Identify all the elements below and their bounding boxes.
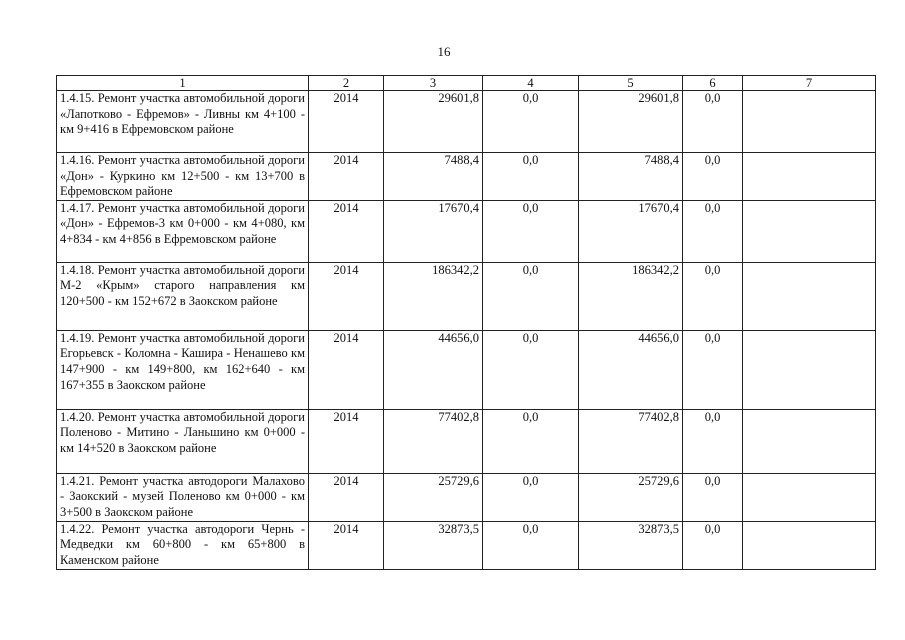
row-col6: 0,0 (683, 262, 743, 330)
row-col7 (743, 521, 876, 569)
row-description: 1.4.22. Ремонт участка автодороги Чернь - Медведки км 60+800 - км 65+800 в Каменском районе (57, 521, 309, 569)
row-col6: 0,0 (683, 330, 743, 409)
column-header-1: 1 (57, 76, 309, 91)
header-row (57, 76, 876, 91)
row-col5: 17670,4 (579, 200, 683, 262)
row-col6: 0,0 (683, 473, 743, 521)
row-col5: 25729,6 (579, 473, 683, 521)
column-header-5: 5 (579, 76, 683, 91)
row-year: 2014 (309, 330, 384, 409)
row-col4: 0,0 (483, 473, 579, 521)
program-table (56, 75, 876, 570)
row-col4: 0,0 (483, 91, 579, 153)
row-year: 2014 (309, 521, 384, 569)
row-year: 2014 (309, 91, 384, 153)
row-description: 1.4.17. Ремонт участка автомобильной дороги «Дон» - Ефремов-3 км 0+000 - км 4+080, км 4+834 - км 4+856 в Ефремовском районе (57, 200, 309, 262)
row-col4: 0,0 (483, 409, 579, 473)
table-row (57, 200, 876, 262)
table-row (57, 153, 876, 201)
page-number: 16 (437, 44, 451, 59)
row-description: 1.4.18. Ремонт участка автомобильной дороги М-2 «Крым» старого направления км 120+500 - км 152+672 в Заокском районе (57, 262, 309, 330)
row-year: 2014 (309, 153, 384, 201)
row-col6: 0,0 (683, 153, 743, 201)
row-year: 2014 (309, 200, 384, 262)
row-col7 (743, 330, 876, 409)
row-col5: 32873,5 (579, 521, 683, 569)
row-description: 1.4.19. Ремонт участка автомобильной дороги Егорьевск - Коломна - Кашира - Ненашево км 147+900 - км 149+800, км 162+640 - км 167+355 в Заокском районе (57, 330, 309, 409)
table-row (57, 91, 876, 153)
row-col4: 0,0 (483, 330, 579, 409)
table-row (57, 330, 876, 409)
row-col4: 0,0 (483, 262, 579, 330)
row-col7 (743, 91, 876, 153)
row-total: 7488,4 (384, 153, 483, 201)
column-header-4: 4 (483, 76, 579, 91)
row-col6: 0,0 (683, 200, 743, 262)
column-header-2: 2 (309, 76, 384, 91)
table-row (57, 473, 876, 521)
row-description: 1.4.20. Ремонт участка автомобильной дороги Поленово - Митино - Ланьшино км 0+000 - км 14+520 в Заокском районе (57, 409, 309, 473)
row-col4: 0,0 (483, 521, 579, 569)
row-col7 (743, 409, 876, 473)
table-row (57, 409, 876, 473)
row-year: 2014 (309, 473, 384, 521)
row-col6: 0,0 (683, 409, 743, 473)
row-total: 32873,5 (384, 521, 483, 569)
column-header-6: 6 (683, 76, 743, 91)
row-description: 1.4.16. Ремонт участка автомобильной дороги «Дон» - Куркино км 12+500 - км 13+700 в Ефремовском районе (57, 153, 309, 201)
row-col5: 29601,8 (579, 91, 683, 153)
row-year: 2014 (309, 409, 384, 473)
column-header-3: 3 (384, 76, 483, 91)
row-col5: 186342,2 (579, 262, 683, 330)
row-col7 (743, 262, 876, 330)
row-col4: 0,0 (483, 153, 579, 201)
row-col5: 7488,4 (579, 153, 683, 201)
row-total: 186342,2 (384, 262, 483, 330)
row-total: 77402,8 (384, 409, 483, 473)
row-year: 2014 (309, 262, 384, 330)
row-total: 44656,0 (384, 330, 483, 409)
row-col6: 0,0 (683, 521, 743, 569)
column-header-7: 7 (743, 76, 876, 91)
row-col5: 77402,8 (579, 409, 683, 473)
table-row (57, 521, 876, 569)
row-col5: 44656,0 (579, 330, 683, 409)
row-col6: 0,0 (683, 91, 743, 153)
row-col7 (743, 200, 876, 262)
row-total: 29601,8 (384, 91, 483, 153)
row-col7 (743, 153, 876, 201)
row-total: 25729,6 (384, 473, 483, 521)
row-col4: 0,0 (483, 200, 579, 262)
row-total: 17670,4 (384, 200, 483, 262)
row-col7 (743, 473, 876, 521)
row-description: 1.4.21. Ремонт участка автодороги Малахово - Заокский - музей Поленово км 0+000 - км 3+500 в Заокском районе (57, 473, 309, 521)
table-row (57, 262, 876, 330)
row-description: 1.4.15. Ремонт участка автомобильной дороги «Лапотково - Ефремов» - Ливны км 4+100 - км 9+416 в Ефремовском районе (57, 91, 309, 153)
